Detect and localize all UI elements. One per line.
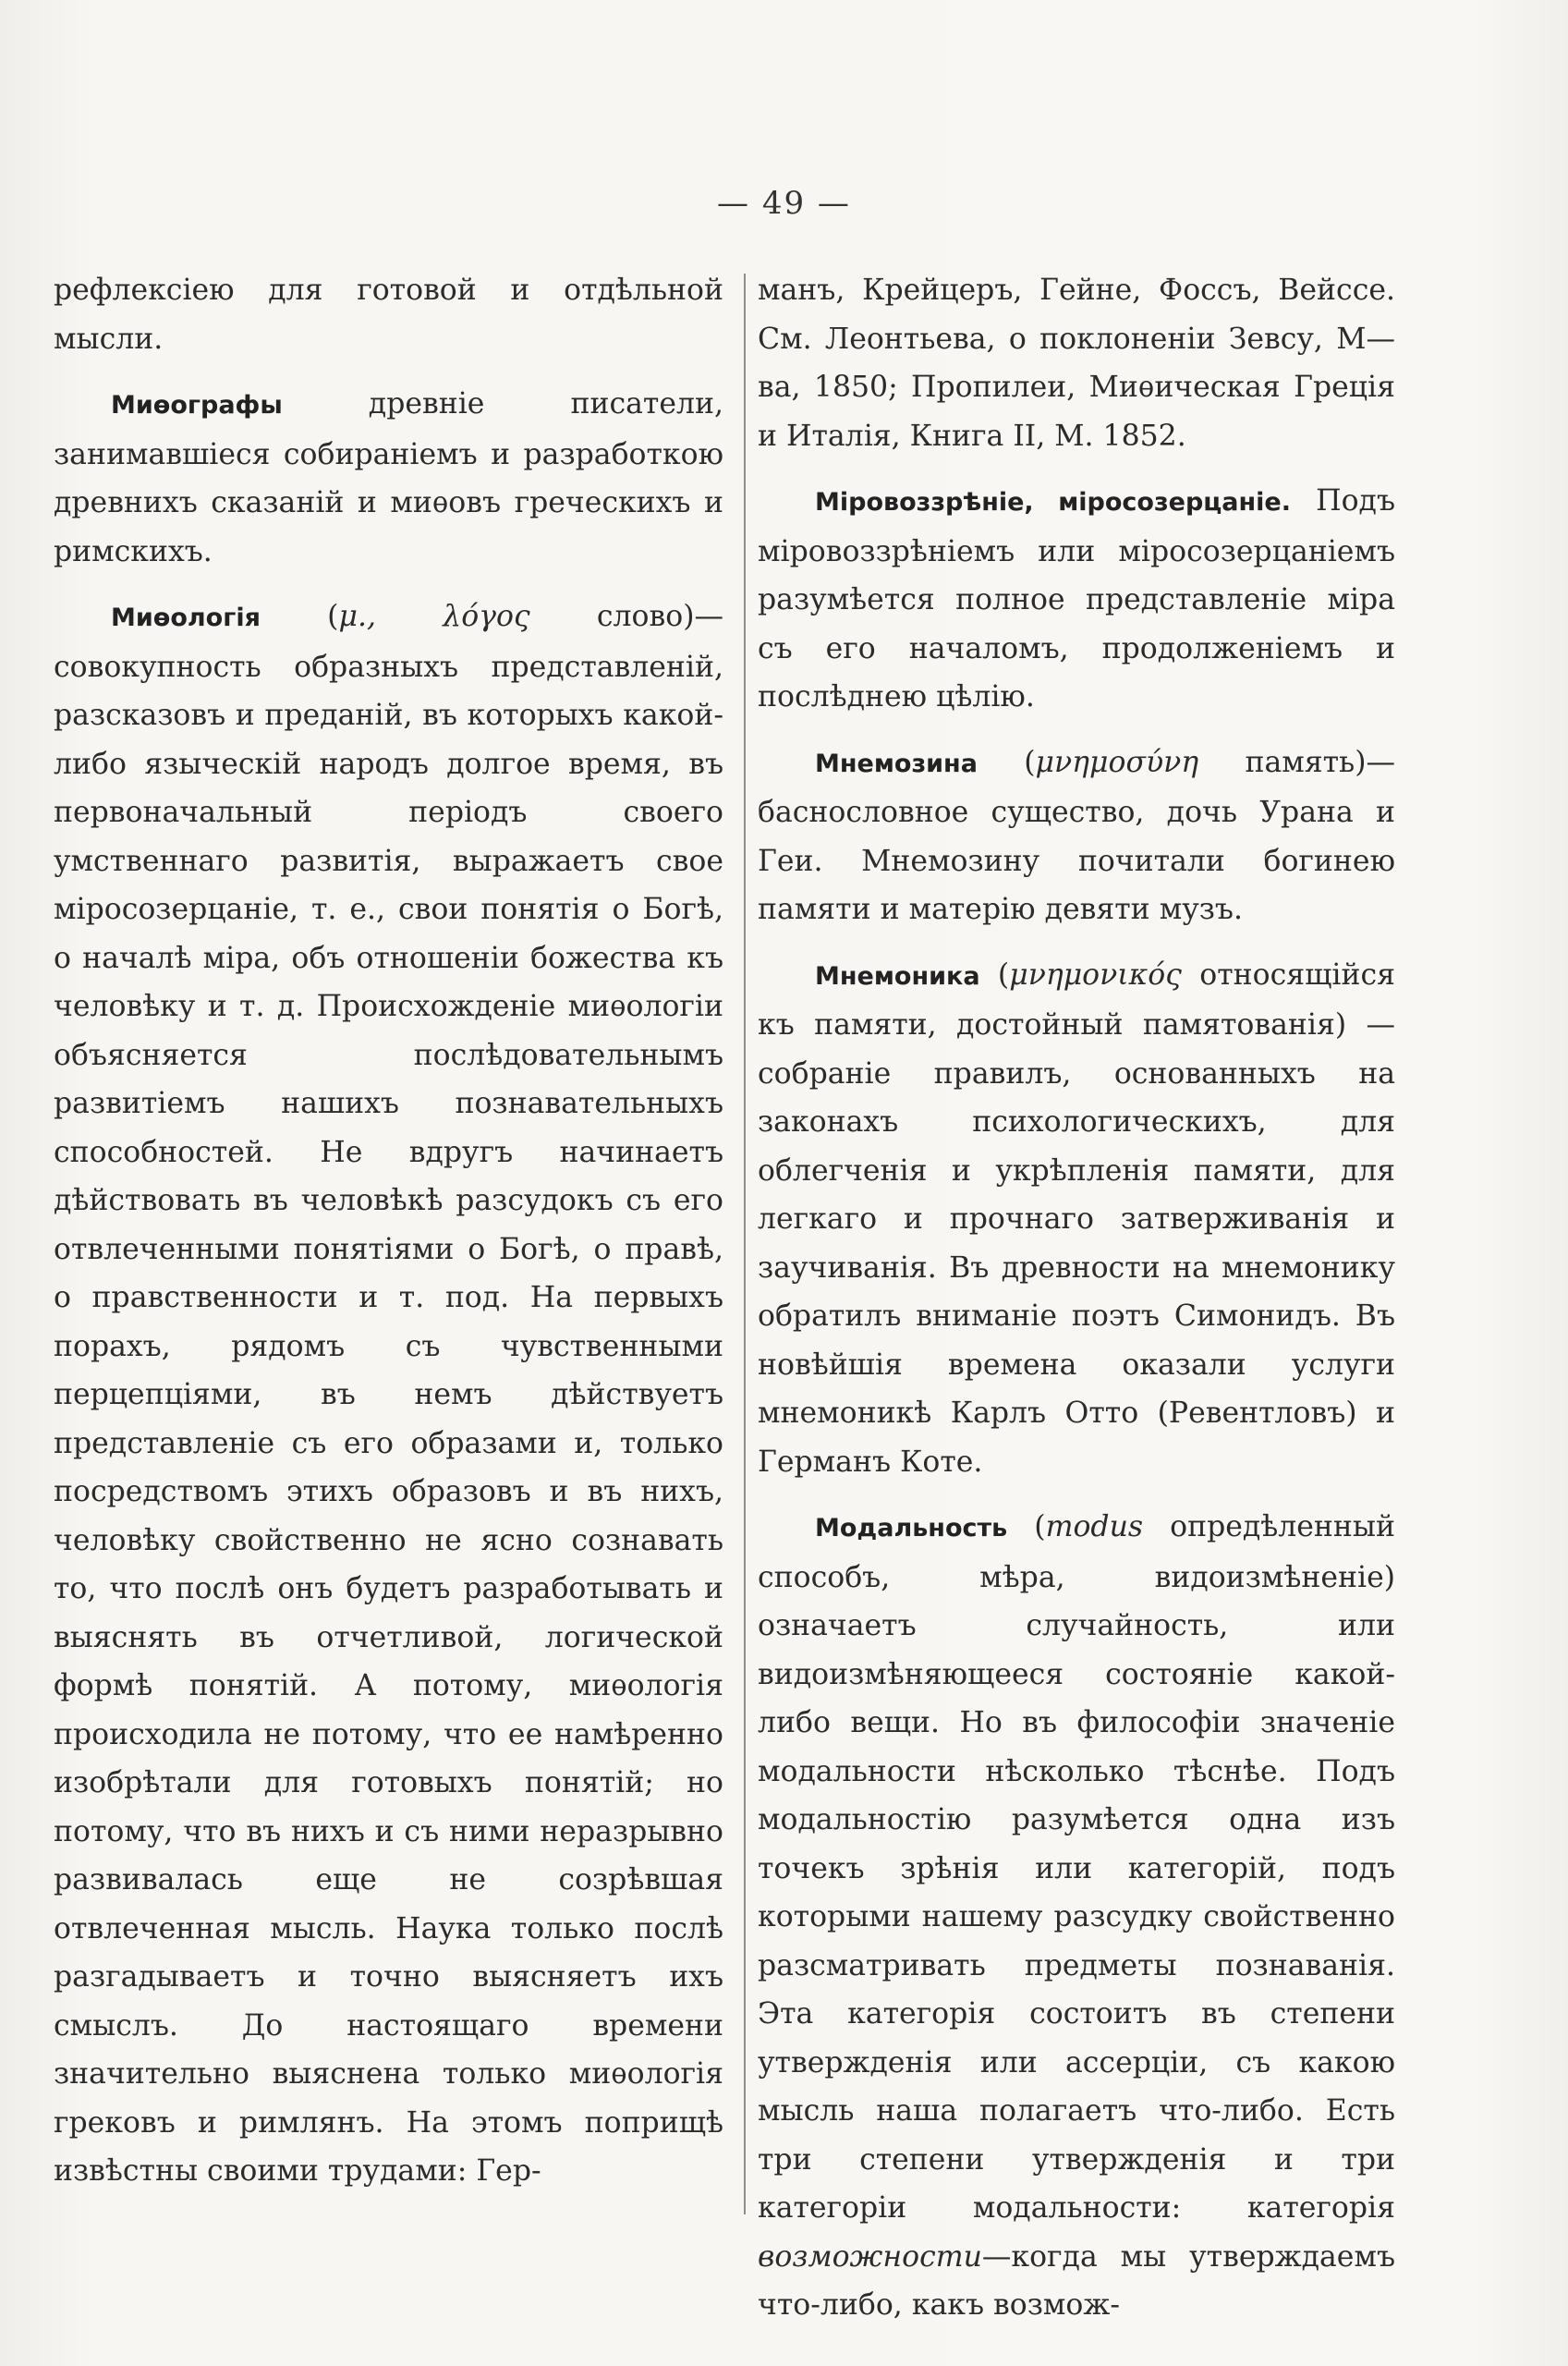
right-column [758,266,1395,2347]
entry-headword: Мнемоника [815,961,980,991]
italic-term: возможности [758,2239,982,2274]
entry-modality [758,1503,1395,2330]
entry-mythographers [54,380,723,576]
entry-headword: Модальность [815,1514,1008,1543]
paragraph-text: манъ, Крейцеръ, Гейне, Фоссъ, Вейссе. См. Леонтьева, о поклоненіи Зевсу, М—ва, 1850; Пропилеи, Миѳическая Греція и Италія, Книга II, М. 1852. [758,274,1395,453]
entry-text: слово)—совокупность образныхъ представленій, разсказовъ и преданій, въ которыхъ какой-либо языческій народъ долгое время, въ первоначальный періодъ своего умственнаго развитія, выражаетъ свое міросозерцаніе, т. е., свои понятія о Богѣ, о началѣ міра, объ отношеніи божества къ человѣку и т. д. Происхожденіе миѳологіи объясняется послѣдовательнымъ развитіемъ нашихъ познавательныхъ способностей. Не вдругъ начинаетъ дѣйствовать въ человѣкѣ разсудокъ съ его отвлеченными понятіями о Богѣ, о правѣ, о правственности и т. под. На первыхъ порахъ, рядомъ съ чувственными перцепціями, въ немъ дѣйствуетъ представленіе съ его образами и, только посредствомъ этихъ образовъ и въ нихъ, человѣку свойственно не ясно сознавать то, что послѣ онъ будетъ разработывать и выяснять въ отчетливой, логической формѣ понятій. А потому, миѳологія происходила не потому, что ее намѣренно изобрѣтали для готовыхъ понятій; но потому, что въ нихъ и съ ними неразрывно развивалась еще не созрѣвшая отвлеченная мысль. Наука только послѣ разгадываетъ и точно выясняетъ ихъ смыслъ. До настоящаго времени значительно выяснена только миѳологія грековъ и римлянъ. На этомъ поприщѣ извѣстны своими трудами: Гер- [54,600,723,2188]
entry-headword: Миѳологія [111,604,261,632]
entry-text: память)—баснословное существо, дочь Урана и Геи. Мнемозину почитали богинею памяти и матерію девяти музъ. [758,745,1395,926]
entry-headword: Мнемозина [815,749,978,778]
paragraph-continuation [758,266,1395,460]
entry-text: древніе писатели, занимавшіеся собираніемъ и разработкою древнихъ сказаній и миѳовъ греческихъ и римскихъ. [54,387,723,568]
column-divider [744,274,746,2214]
entry-headword: Миѳографы [111,391,283,420]
entry-text-tail: —когда мы утверждаемъ что-либо, какъ возмож- [758,2239,1395,2322]
entry-text: Подъ міровоззрѣніемъ или міросозерцаніемъ разумѣется полное представленіе міра съ его началомъ, продолженіемъ и послѣднею цѣлію. [758,484,1395,713]
entry-punctuation: ( [977,745,1036,779]
entry-text: опредѣленный способъ, мѣра, видоизмѣненіе) означаетъ случайность, или видоизмѣняющееся состояніе какой-либо вещи. Но въ философіи значеніе модальности нѣсколько тѣснѣе. Подъ модальностію разумѣется одна изъ точекъ зрѣнія или категорій, подъ которыми нашему разсудку свойственно разсматривать предметы познаванія. Эта категорія состоитъ въ степени утвержденія или ассерціи, съ какою мысль наша полагаетъ что-либо. Есть три степени утвержденія и три категоріи модальности: категорія [758,1510,1395,2225]
page-number: — 49 — [717,185,851,222]
entry-text: относящійся къ памяти, достойный памятованія) —собраніе правилъ, основанныхъ на законахъ психологическихъ, для облегченія и укрѣпленія памяти, для легкаго и прочнаго затверживанія и заучиванія. Въ древности на мнемонику обратилъ вниманіе поэтъ Симонидъ. Въ новѣйшія времена оказали услуги мнемоникѣ Карлъ Отто (Ревентловъ) и Германъ Коте. [758,957,1395,1479]
greek-word: μ., [338,600,376,633]
entry-punctuation: ( [979,957,1010,992]
entry-mnemonics [758,951,1395,1487]
entry-headword: Міровоззрѣніе, міросозерцаніе. [815,488,1291,517]
paragraph-continuation [54,266,723,363]
left-column [54,266,723,2213]
paragraph-text: рефлексіею для готовой и отдѣльной мысли. [54,274,723,356]
entry-punctuation: ( [1007,1510,1046,1543]
greek-word: μνημοσύνη [1035,745,1199,779]
entry-punctuation [376,600,443,633]
entry-mnemosyne [758,738,1395,934]
entry-mythology [54,592,723,2196]
entry-punctuation: ( [260,600,339,633]
greek-word: λόγος [443,600,530,633]
entry-worldview [758,477,1395,722]
latin-word: modus [1045,1510,1144,1543]
greek-word: μνημονικός [1009,957,1182,992]
